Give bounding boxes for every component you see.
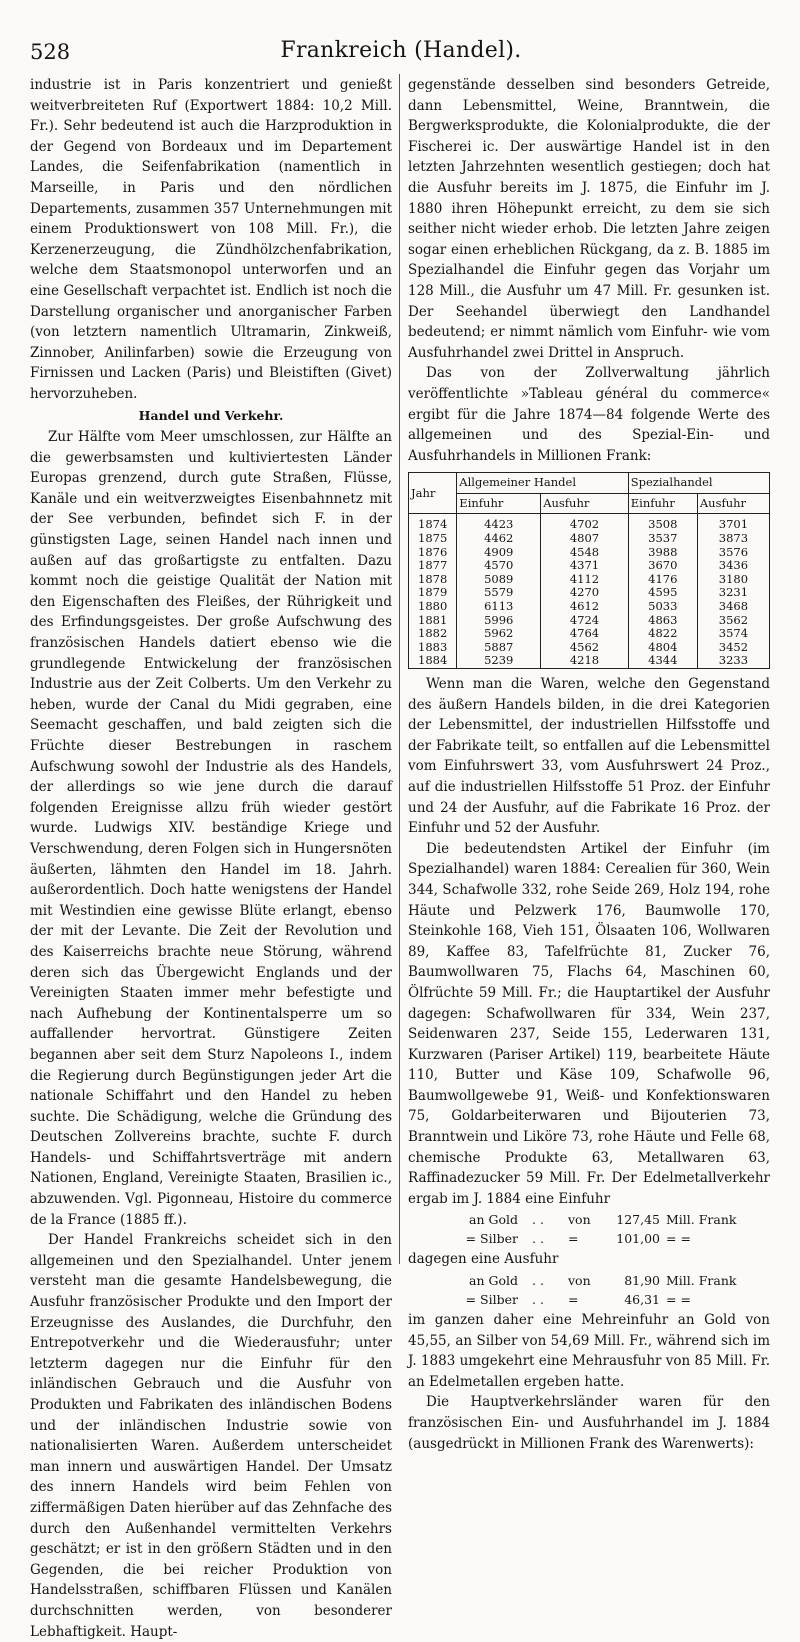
metal-label: an Gold — [469, 1273, 518, 1289]
gold-import-row — [408, 1210, 770, 1229]
special-import-cell: 3508 — [628, 514, 697, 532]
special-import-cell: 3537 — [628, 532, 697, 546]
general-export-cell: 4562 — [541, 641, 629, 655]
metal-value: 81,90 — [624, 1273, 660, 1289]
metal-value: 46,31 — [624, 1292, 660, 1308]
col-header-import: Einfuhr — [457, 493, 541, 514]
silver-import-row — [408, 1229, 770, 1248]
year-cell: 1874 — [409, 514, 457, 532]
special-import-cell: 4804 — [628, 641, 697, 655]
leader-dots: . . — [532, 1292, 544, 1308]
col-header-export: Ausfuhr — [697, 493, 769, 514]
general-import-cell: 4909 — [457, 546, 541, 560]
year-cell: 1875 — [409, 532, 457, 546]
general-export-cell: 4764 — [541, 627, 629, 641]
trade-table — [408, 472, 770, 669]
page-header — [30, 34, 772, 74]
group-header-special: Spezialhandel — [628, 473, 769, 494]
special-import-cell: 4863 — [628, 614, 697, 628]
general-import-cell: 4462 — [457, 532, 541, 546]
special-import-cell: 3988 — [628, 546, 697, 560]
page-number: 528 — [30, 40, 71, 64]
section-heading: Handel und Verkehr. — [138, 407, 284, 423]
silver-export-row — [408, 1290, 770, 1309]
year-cell: 1880 — [409, 600, 457, 614]
table-row — [409, 654, 770, 668]
year-cell: 1881 — [409, 614, 457, 628]
table-row — [409, 627, 770, 641]
general-import-cell: 5089 — [457, 573, 541, 587]
table-row — [409, 559, 770, 573]
von-label: = — [568, 1292, 579, 1308]
special-import-cell: 5033 — [628, 600, 697, 614]
col-header-import: Einfuhr — [628, 493, 697, 514]
general-export-cell: 4218 — [541, 654, 629, 668]
metal-unit: Mill. Frank — [666, 1273, 737, 1289]
table-row — [409, 573, 770, 587]
year-header: Jahr — [409, 473, 457, 514]
running-title: Frankreich (Handel). — [280, 38, 522, 63]
general-export-cell: 4548 — [541, 546, 629, 560]
special-import-cell: 4595 — [628, 586, 697, 600]
von-label: von — [568, 1273, 591, 1289]
paragraph-main-countries: Die Hauptverkehrsländer waren für den französischen Ein- und Ausfuhrhandel im J. 1884 (ausgedrückt in Millionen Frank des Warenwerts): — [408, 1394, 770, 1452]
special-export-cell: 3180 — [697, 573, 769, 587]
metal-label: = Silber — [465, 1292, 518, 1308]
year-cell: 1878 — [409, 573, 457, 587]
table-row — [409, 532, 770, 546]
general-export-cell: 4270 — [541, 586, 629, 600]
general-import-cell: 5887 — [457, 641, 541, 655]
general-import-cell: 5239 — [457, 654, 541, 668]
right-column — [408, 75, 770, 1454]
metal-unit: Mill. Frank — [666, 1212, 737, 1228]
metal-value: 127,45 — [616, 1212, 660, 1228]
year-cell: 1884 — [409, 654, 457, 668]
general-import-cell: 6113 — [457, 600, 541, 614]
paragraph-industry: industrie ist in Paris konzentriert und genießt weitverbreiteten Ruf (Exportwert 1884: 10,2 Mill. Fr.). Sehr bedeutend ist auch die Harzproduktion in der Gegend von Bordeaux und im Departement Landes, die Seifenfabrikation (namentlich in Marseille, in Paris und den nördlichen Departements, zusammen 357 Unternehmungen mit einem Produktionswert von 108 Mill. Fr.), die Kerzenerzeugung, die Zündhölzchenfabrikation, welche dem Staatsmonopol unterworfen und an eine Gesellschaft verpachtet ist. Endlich ist noch die Darstellung organischer und anorganischer Farben (von letztern namentlich Ultramarin, Zinkweiß, Zinnober, Anilinfarben) sowie die Erzeugung von Firnissen und Lacken (Paris) und Bleistiften (Givet) hervorzuheben. — [30, 77, 392, 402]
general-import-cell: 4570 — [457, 559, 541, 573]
special-export-cell: 3873 — [697, 532, 769, 546]
special-export-cell: 3574 — [697, 627, 769, 641]
col-header-export: Ausfuhr — [541, 493, 629, 514]
paragraph-trade-history: Zur Hälfte vom Meer umschlossen, zur Hälfte an die gewerbsamsten und kultiviertesten Länder Europas grenzend, durch gute Straßen, Flüsse, Kanäle und ein weitverzweigtes Eisenbahnnetz mit der See verbunden, befindet sich F. in der günstigsten Lage, seinen Handel nach innen und außen auf das großartigste zu entfalten. Dazu kommt noch die geistige Qualität der Nation mit den Eigenschaften des Fleißes, der Rührigkeit und des Erfindungsgeistes. Der große Aufschwung des französischen Handels datiert ebenso wie die grundlegende Entwickelung der französischen Industrie aus der Zeit Colberts. Um den Verkehr zu heben, wurde der Canal du Midi gegraben, eine Seemacht geschaffen, und bald zeigten sich die Früchte dieser Bestrebungen in raschem Aufschwung sowohl der Industrie als des Handels, der allerdings so wie jene durch die darauf folgenden Ereignisse allzu früh wieder gestört wurde. Ludwigs XIV. beständige Kriege und Verschwendung, deren Folgen sich in Hungersnöten äußerten, lähmten den Handel im 18. Jahrh. außerordentlich. Doch hatte wenigstens der Handel mit Westindien eine gewisse Blüte erlangt, ebenso der mit der Levante. Die Zeit der Revolution und des Kaiserreichs brachte neue Störung, während deren sich das Übergewicht Englands und der Vereinigten Staaten immer mehr befestigte und nach Aufhebung der Kontinentalsperre um so auffallender hervortrat. Günstigere Zeiten begannen aber seit dem Sturz Napoleons I., indem die Regierung durch Begünstigungen jeder Art die nationale Schiffahrt und den Handel zu heben suchte. Die Schädigung, welche die Gründung des Deutschen Zollvereins brachte, suchte F. durch Handels- und Schiffahrtsverträge mit andern Nationen, England, Vereinigte Staaten, Brasilien ic., abzuwenden. Vgl. Pigonneau, Histoire du commerce de la France (1885 ff.). — [30, 429, 392, 1228]
paragraph-tableau: Das von der Zollverwaltung jährlich veröffentlichte »Tableau général du commerce« ergibt für die Jahre 1874—84 folgende Werte des allgemeinen und des Spezial-Ein- und Ausfuhrhandels in Millionen Frank: — [408, 365, 770, 464]
table-row — [409, 614, 770, 628]
table-row — [409, 600, 770, 614]
special-import-cell: 3670 — [628, 559, 697, 573]
year-cell: 1882 — [409, 627, 457, 641]
leader-dots: . . — [532, 1231, 544, 1247]
year-cell: 1876 — [409, 546, 457, 560]
general-export-cell: 4807 — [541, 532, 629, 546]
metal-unit: = = — [666, 1231, 691, 1247]
leader-dots: . . — [532, 1273, 544, 1289]
special-export-cell: 3562 — [697, 614, 769, 628]
special-export-cell: 3231 — [697, 586, 769, 600]
table-row — [409, 641, 770, 655]
special-export-cell: 3576 — [697, 546, 769, 560]
trade-table-body — [409, 514, 770, 669]
special-export-cell: 3233 — [697, 654, 769, 668]
special-export-cell: 3468 — [697, 600, 769, 614]
gold-export-row — [408, 1271, 770, 1290]
general-export-cell: 4371 — [541, 559, 629, 573]
metal-value: 101,00 — [616, 1231, 660, 1247]
group-header-general: Allgemeiner Handel — [457, 473, 628, 494]
precious-metal-import — [408, 1210, 770, 1248]
special-export-cell: 3436 — [697, 559, 769, 573]
table-row — [409, 586, 770, 600]
column-divider — [399, 74, 400, 1264]
metal-unit: = = — [666, 1292, 691, 1308]
special-import-cell: 4822 — [628, 627, 697, 641]
von-label: = — [568, 1231, 579, 1247]
general-import-cell: 5579 — [457, 586, 541, 600]
paragraph-metal-balance: im ganzen daher eine Mehreinfuhr an Gold von 45,55, an Silber von 54,69 Mill. Fr., während sich im J. 1883 umgekehrt eine Mehrausfuhr von 85 Mill. Fr. an Edelmetallen ergeben hatte. — [408, 1312, 770, 1390]
paragraph-articles: Die bedeutendsten Artikel der Einfuhr (im Spezialhandel) waren 1884: Cerealien für 360, Wein 344, Schafwolle 332, rohe Seide 269, Holz 194, rohe Häute und Pelzwerk 176, Baumwolle 170, Steinkohle 168, Vieh 151, Ölsaaten 106, Wollwaren 89, Kaffee 83, Tafelfrüchte 81, Zucker 76, Baumwollwaren 75, Flachs 64, Maschinen 60, Ölfrüchte 59 Mill. Fr.; die Hauptartikel der Ausfuhr dagegen: Schafwollwaren für 334, Wein 237, Seidenwaren 237, Seide 155, Lederwaren 131, Kurzwaren (Pariser Artikel) 119, bearbeitete Häute 110, Butter und Käse 109, Schafwolle 96, Baumwollgewebe 91, Weiß- und Konfektionswaren 75, Goldarbeiterwaren und Bijouterien 73, Branntwein und Liköre 73, rohe Häute und Felle 68, chemische Produkte 63, Metallwaren 63, Raffinadezucker 59 Mill. Fr. Der Edelmetallverkehr ergab im J. 1884 eine Einfuhr — [408, 840, 770, 1207]
special-export-cell: 3452 — [697, 641, 769, 655]
general-import-cell: 4423 — [457, 514, 541, 532]
metal-label: an Gold — [469, 1212, 518, 1228]
metal-label: = Silber — [465, 1231, 518, 1247]
von-label: von — [568, 1212, 591, 1228]
paragraph-categories: Wenn man die Waren, welche den Gegenstand des äußern Handels bilden, in die drei Kategorien der Lebensmittel, der industriellen Hilfsstoffe und der Fabrikate teilt, so entfallen auf die Lebensmittel vom Einfuhrswert 33, vom Ausfuhrswert 24 Proz., auf die industriellen Hilfsstoffe 51 Proz. der Einfuhr und 24 der Ausfuhr, auf die Fabrikate 16 Proz. der Einfuhr und 52 der Ausfuhr. — [408, 676, 770, 837]
special-export-cell: 3701 — [697, 514, 769, 532]
dagegen-line: dagegen eine Ausfuhr — [408, 1251, 559, 1268]
special-import-cell: 4344 — [628, 654, 697, 668]
left-column — [30, 75, 392, 1642]
general-export-cell: 4702 — [541, 514, 629, 532]
general-export-cell: 4724 — [541, 614, 629, 628]
year-cell: 1883 — [409, 641, 457, 655]
general-import-cell: 5962 — [457, 627, 541, 641]
precious-metal-export — [408, 1271, 770, 1309]
general-export-cell: 4612 — [541, 600, 629, 614]
table-row — [409, 514, 770, 532]
year-cell: 1879 — [409, 586, 457, 600]
special-import-cell: 4176 — [628, 573, 697, 587]
table-row — [409, 546, 770, 560]
year-cell: 1877 — [409, 559, 457, 573]
paragraph-domestic-trade: gegenstände desselben sind besonders Getreide, dann Lebensmittel, Weine, Branntwein, die Bergwerksprodukte, die Kolonialprodukte, die der Fischerei ic. Der auswärtige Handel ist in den letzten Jahrzehnten wesentlich gestiegen; doch hat die Ausfuhr bereits im J. 1875, die Einfuhr im J. 1880 ihren Höhepunkt erreicht, zu dem sie sich seither nicht wieder erhob. Die letzten Jahre zeigen sogar einen erheblichen Rückgang, da z. B. 1885 im Spezialhandel die Einfuhr gegen das Vorjahr um 128 Mill., die Ausfuhr um 47 Mill. Fr. gesunken ist. Der Seehandel überwiegt den Landhandel bedeutend; er nimmt nämlich vom Einfuhr- wie vom Ausfuhrhandel zwei Drittel in Anspruch. — [408, 77, 770, 361]
general-export-cell: 4112 — [541, 573, 629, 587]
general-import-cell: 5996 — [457, 614, 541, 628]
paragraph-trade-types: Der Handel Frankreichs scheidet sich in den allgemeinen und den Spezialhandel. Unter jenem versteht man die gesamte Handelsbewegung, die Ausfuhr französischer Produkte und den Import der Erzeugnisse des Auslandes, die Durchfuhr, den Entrepotverkehr und die Wiederausfuhr; unter letzterm dagegen nur die Einfuhr für den inländischen Gebrauch und die Ausfuhr von Produkten und Fabrikaten des inländischen Bodens und der inländischen Industrie sowie von nationalisierten Waren. Außerdem unterscheidet man innern und auswärtigen Handel. Der Umsatz des innern Handels wird beim Fehlen von ziffermäßigen Daten hierüber auf das Zehnfache des durch den Außenhandel vermittelten Verkehrs geschätzt; er ist in den größern Städten und in den Gegenden, die bei reicher Produktion von Handelsstraßen, schiffbaren Flüssen und Kanälen durchschnitten werden, von besonderer Lebhaftigkeit. Haupt- — [30, 1232, 392, 1640]
leader-dots: . . — [532, 1212, 544, 1228]
